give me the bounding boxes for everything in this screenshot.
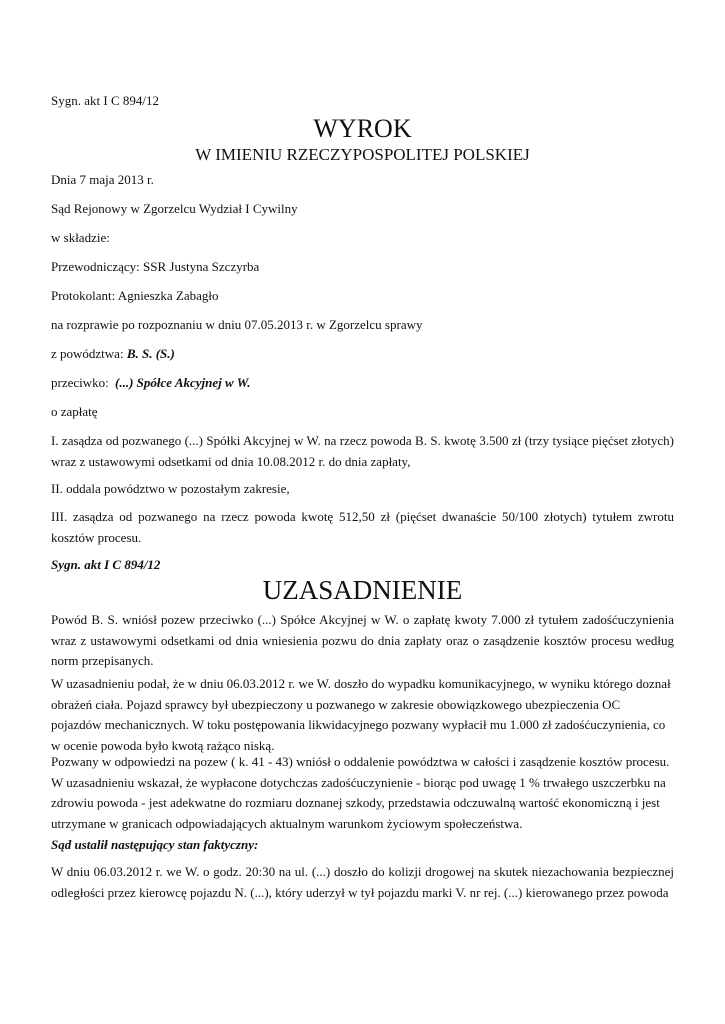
court-name: Sąd Rejonowy w Zgorzelcu Wydział I Cywilny (51, 201, 298, 216)
defendant-line (51, 374, 251, 392)
plaintiff-name: B. S. (S.) (126, 346, 175, 361)
composition-label: w składzie: (51, 230, 110, 245)
plaintiff-line (51, 345, 175, 363)
defendant-name: (...) Spółce Akcyjnej w W. (115, 375, 251, 390)
verdict-subtitle: W IMIENIU RZECZYPOSPOLITEJ POLSKIEJ (195, 145, 530, 164)
case-subject: o zapłatę (51, 404, 98, 419)
ruling-2: II. oddala powództwo w pozostałym zakresie, (51, 481, 290, 496)
plaintiff-label: z powództwa: (51, 346, 124, 361)
verdict-date: Dnia 7 maja 2013 r. (51, 172, 154, 187)
defendant-label: przeciwko: (51, 375, 109, 390)
verdict-title: WYROK (313, 114, 412, 143)
justification-paragraph-2: W uzasadnieniu podał, że w dniu 06.03.2012 r. we W. doszło do wypadku komunikacyjnego, w wyniku którego doznał obrażeń ciała. Pojazd sprawcy był ubezpieczony u pozwanego w zakresie obowiązkowego ubezpieczenia OC pojazdów mechanicznych. W toku postępowania likwidacyjnego pozwany wypłacił mu 1.000 zł zadośćuczynienia, co w ocenie powoda było kwotą rażąco niską. (51, 676, 671, 753)
ruling-1: I. zasądza od pozwanego (...) Spółki Akcyjnej w W. na rzecz powoda B. S. kwotę 3.500 zł (trzy tysiące pięćset złotych) wraz z ustawowymi odsetkami od dnia 10.08.2012 r. do dnia zapłaty, (51, 433, 674, 469)
presiding-judge: Przewodniczący: SSR Justyna Szczyrba (51, 259, 260, 274)
court-clerk: Protokolant: Agnieszka Zabagło (51, 288, 219, 303)
facts-paragraph: W dniu 06.03.2012 r. we W. o godz. 20:30 na ul. (...) doszło do kolizji drogowej na skutek niezachowania bezpiecznej odległości przez kierowcę pojazdu N. (...), który uderzył w tył pojazdu marki V. nr rej. (...) kierowanego przez powoda (51, 864, 674, 900)
case-number: Sygn. akt I C 894/12 (51, 93, 159, 108)
justification-paragraph-3: Pozwany w odpowiedzi na pozew ( k. 41 - 43) wniósł o oddalenie powództwa w całości i zasądzenie kosztów procesu. W uzasadnieniu wskazał, że wypłacone dotychczas zadośćuczynienie - biorąc pod uwagę 1 % trwałego uszczerbku na zdrowiu powoda - jest adekwatne do rozmiaru doznanej szkody, przedstawia odczuwalną wartość ekonomiczną i jest utrzymane w granicach odpowiadających aktualnym warunkom życiowym społeczeństwa. (51, 754, 670, 831)
justification-title: UZASADNIENIE (262, 575, 463, 605)
hearing-info: na rozprawie po rozpoznaniu w dniu 07.05.2013 r. w Zgorzelcu sprawy (51, 317, 423, 332)
ruling-3: III. zasądza od pozwanego na rzecz powoda kwotę 512,50 zł (pięćset dwanaście 50/100 złotych) tytułem zwrotu kosztów procesu. (51, 509, 674, 545)
justification-case-number: Sygn. akt I C 894/12 (51, 557, 161, 572)
justification-paragraph-1: Powód B. S. wniósł pozew przeciwko (...) Spółce Akcyjnej w W. o zapłatę kwoty 7.000 zł tytułem zadośćuczynienia wraz z ustawowymi odsetkami od dnia wniesienia pozwu do dnia zapłaty oraz o zasądzenie kosztów procesu według norm przepisanych. (51, 612, 674, 668)
facts-heading: Sąd ustalił następujący stan faktyczny: (51, 837, 259, 852)
